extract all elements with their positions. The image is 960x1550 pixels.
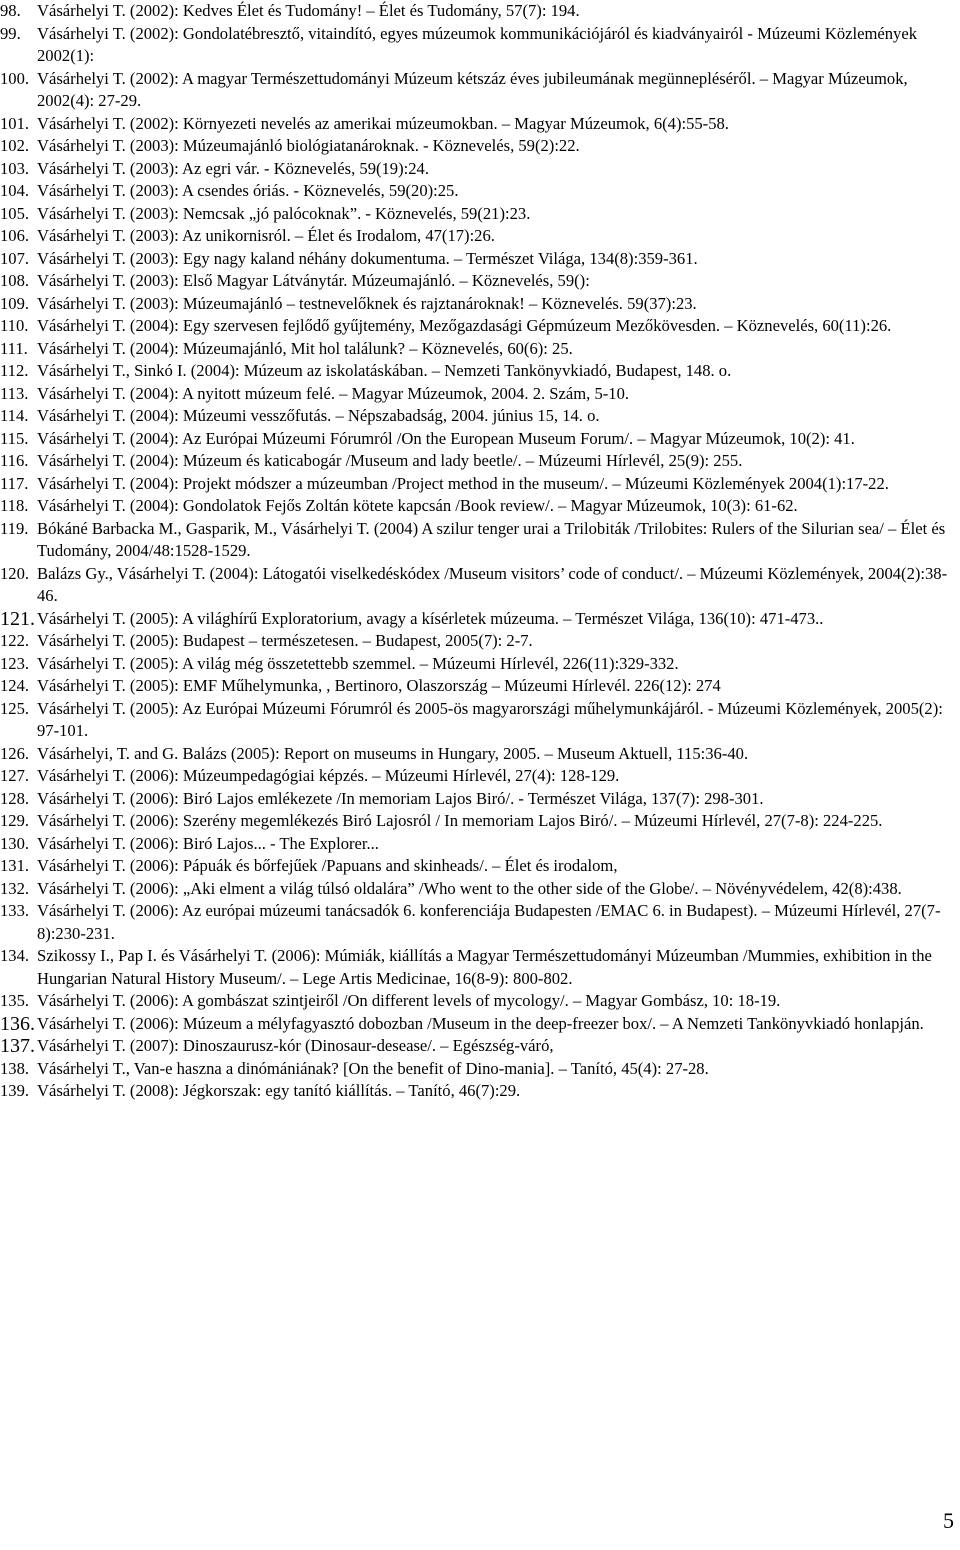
reference-text: Bókáné Barbacka M., Gasparik, M., Vásárhelyi T. (2004) A szilur tenger urai a Trilobiták /Trilobites: Rulers of the Silurian sea/ – Élet és Tudomány, 2004/48:1528-1529. — [37, 518, 946, 560]
reference-text: Vásárhelyi T. (2006): Pápuák és bőrfejűek /Papuans and skinheads/. – Élet és irodalom, — [37, 856, 618, 875]
reference-item — [0, 0, 960, 23]
reference-text: Vásárhelyi T. (2008): Jégkorszak: egy tanító kiállítás. – Tanító, 46(7):29. — [37, 1081, 521, 1100]
reference-text: Vásárhelyi T. (2002): Környezeti nevelés az amerikai múzeumokban. – Magyar Múzeumok, 6(4):55-58. — [37, 113, 729, 133]
reference-item — [0, 1035, 960, 1058]
reference-item — [0, 1080, 960, 1103]
reference-item — [0, 1013, 960, 1036]
reference-number: 133. — [0, 901, 30, 920]
reference-text: Vásárhelyi T. (2004): Gondolatok Fejős Zoltán kötete kapcsán /Book review/. – Magyar Múzeumok, 10(3): 61-62. — [37, 496, 798, 515]
reference-text: Vásárhelyi T. (2003): A csendes óriás. - Köznevelés, 59(20):25. — [37, 181, 459, 200]
reference-number: 109. — [0, 293, 30, 313]
reference-item — [0, 765, 960, 788]
reference-text: Balázs Gy., Vásárhelyi T. (2004): Látogatói viselkedéskódex /Museum visitors’ code of conduct/. – Múzeumi Közlemények, 2004(2):38-46. — [37, 563, 948, 605]
reference-item — [0, 405, 960, 428]
reference-item — [0, 473, 960, 496]
reference-text: Vásárhelyi T., Van-e haszna a dinómániának? [On the benefit of Dino-mania]. – Tanító, 45(4): 27-28. — [37, 1058, 709, 1078]
reference-text: Vásárhelyi T. (2004): A nyitott múzeum felé. – Magyar Múzeumok, 2004. 2. Szám, 5-10. — [37, 383, 630, 403]
reference-item — [0, 360, 960, 383]
reference-number: 123. — [0, 653, 30, 673]
reference-item — [0, 495, 960, 518]
reference-number: 131. — [0, 856, 30, 875]
reference-item — [0, 158, 960, 181]
reference-item — [0, 383, 960, 406]
reference-text: Vásárhelyi T. (2005): Budapest – természetesen. – Budapest, 2005(7): 2-7. — [37, 631, 533, 650]
reference-number: 99. — [0, 23, 21, 43]
reference-text: Vásárhelyi T. (2006): Múzeum a mélyfagyasztó dobozban /Museum in the deep-freezer box/. – A Nemzeti Tankönyvkiadó honlapján. — [37, 1013, 924, 1033]
reference-item — [0, 203, 960, 226]
reference-text: Vásárhelyi T. (2003): Az egri vár. - Köznevelés, 59(19):24. — [37, 158, 429, 178]
reference-item — [0, 180, 960, 203]
reference-number: 108. — [0, 271, 30, 290]
reference-number: 116. — [0, 451, 29, 470]
reference-number: 119. — [0, 518, 29, 538]
reference-number: 136. — [0, 1012, 35, 1035]
reference-number: 105. — [0, 203, 30, 223]
reference-item — [0, 450, 960, 473]
reference-number: 120. — [0, 563, 30, 583]
reference-item — [0, 68, 960, 113]
reference-number: 102. — [0, 136, 30, 155]
reference-item — [0, 675, 960, 698]
reference-item — [0, 653, 960, 676]
reference-number: 126. — [0, 743, 30, 763]
reference-text: Vásárhelyi T. (2004): Projekt módszer a múzeumban /Project method in the museum/. – Múzeumi Közlemények 2004(1):17-22. — [37, 473, 889, 493]
reference-item — [0, 428, 960, 451]
reference-number: 129. — [0, 811, 30, 830]
reference-item — [0, 878, 960, 901]
reference-item — [0, 518, 960, 563]
reference-text: Vásárhelyi T. (2006): Szerény megemlékezés Biró Lajosról / In memoriam Lajos Biró/. – Múzeumi Hírlevél, 27(7-8): 224-225. — [37, 811, 883, 830]
reference-text: Vásárhelyi, T. and G. Balázs (2005): Report on museums in Hungary, 2005. – Museum Aktuell, 115:36-40. — [37, 743, 749, 763]
reference-text: Vásárhelyi T. (2005): Az Európai Múzeumi Fórumról és 2005-ös magyarországi műhelymunkájáról. - Múzeumi Közlemények, 2005(2): 97-101. — [37, 698, 943, 740]
reference-number: 121. — [0, 607, 35, 630]
reference-number: 106. — [0, 226, 30, 245]
reference-number: 134. — [0, 946, 30, 965]
reference-number: 124. — [0, 676, 30, 695]
reference-number: 117. — [0, 473, 29, 493]
reference-number: 137. — [0, 1035, 35, 1057]
reference-number: 103. — [0, 158, 30, 178]
reference-number: 138. — [0, 1058, 30, 1078]
reference-text: Vásárhelyi T. (2006): Biró Lajos... - The Explorer... — [37, 833, 379, 853]
reference-text: Vásárhelyi T. (2003): Első Magyar Látványtár. Múzeumajánló. – Köznevelés, 59(): — [37, 271, 590, 290]
page-number: 5 — [943, 1508, 954, 1533]
reference-number: 125. — [0, 698, 30, 718]
reference-text: Vásárhelyi T. (2002): Gondolatébresztő, vitaindító, egyes múzeumok kommunikációjáról és kiadványairól - Múzeumi Közlemények 2002(1): — [37, 23, 917, 65]
reference-item — [0, 338, 960, 361]
reference-number: 139. — [0, 1081, 30, 1100]
reference-item — [0, 315, 960, 338]
reference-number: 135. — [0, 991, 30, 1010]
reference-text: Vásárhelyi T. (2006): Múzeumpedagógiai képzés. – Múzeumi Hírlevél, 27(4): 128-129. — [37, 766, 620, 785]
reference-text: Vásárhelyi T. (2002): A magyar Természettudományi Múzeum kétszáz éves jubileumának megünnepléséről. – Magyar Múzeumok, 2002(4): 27-29. — [37, 68, 908, 110]
reference-item — [0, 225, 960, 248]
reference-number: 128. — [0, 788, 30, 808]
reference-item — [0, 630, 960, 653]
reference-number: 114. — [0, 406, 29, 425]
reference-item — [0, 833, 960, 856]
reference-text: Vásárhelyi T. (2004): Múzeumi vesszőfutás. – Népszabadság, 2004. június 15, 14. o. — [37, 406, 600, 425]
reference-text: Vásárhelyi T. (2007): Dinoszaurusz-kór (Dinosaur-desease/. – Egészség-váró, — [37, 1036, 554, 1055]
reference-number: 104. — [0, 181, 30, 200]
reference-item — [0, 23, 960, 68]
reference-number: 130. — [0, 833, 30, 853]
reference-item — [0, 113, 960, 136]
reference-item — [0, 945, 960, 990]
reference-number: 115. — [0, 428, 29, 448]
reference-item — [0, 900, 960, 945]
reference-item — [0, 135, 960, 158]
reference-item — [0, 855, 960, 878]
reference-item — [0, 248, 960, 271]
reference-item — [0, 743, 960, 766]
reference-text: Vásárhelyi T. (2006): Az európai múzeumi tanácsadók 6. konferenciája Budapesten /EMAC 6. in Budapest). – Múzeumi Hírlevél, 27(7-8):230-231. — [37, 901, 941, 943]
reference-number: 132. — [0, 878, 30, 898]
reference-number: 113. — [0, 383, 29, 403]
reference-number: 100. — [0, 68, 30, 88]
reference-item — [0, 608, 960, 631]
reference-text: Vásárhelyi T. (2004): Egy szervesen fejlődő gyűjtemény, Mezőgazdasági Gépmúzeum Mezőkövesden. – Köznevelés, 60(11):26. — [37, 316, 892, 335]
reference-number: 122. — [0, 631, 30, 650]
reference-item — [0, 563, 960, 608]
reference-text: Vásárhelyi T. (2002): Kedves Élet és Tudomány! – Élet és Tudomány, 57(7): 194. — [37, 1, 580, 20]
reference-number: 111. — [0, 338, 28, 358]
reference-text: Szikossy I., Pap I. és Vásárhelyi T. (2006): Múmiák, kiállítás a Magyar Természettudományi Múzeumban /Mummies, exhibition in the Hungarian Natural History Museum/. – Lege Artis Medicinae, 16(8-9): 800-802. — [37, 946, 932, 988]
reference-number: 112. — [0, 361, 29, 380]
reference-text: Vásárhelyi T. (2006): Biró Lajos emlékezete /In memoriam Lajos Biró/. - Természet Világa, 137(7): 298-301. — [37, 788, 764, 808]
reference-number: 127. — [0, 766, 30, 785]
reference-text: Vásárhelyi T. (2005): A világ még összetettebb szemmel. – Múzeumi Hírlevél, 226(11):329-332. — [37, 653, 679, 673]
reference-text: Vásárhelyi T. (2004): Múzeum és katicabogár /Museum and lady beetle/. – Múzeumi Hírlevél, 25(9): 255. — [37, 451, 743, 470]
reference-text: Vásárhelyi T. (2005): A világhírű Exploratorium, avagy a kísérletek múzeuma. – Természet Világa, 136(10): 471-473.. — [37, 608, 824, 628]
reference-text: Vásárhelyi T. (2006): „Aki elment a világ túlsó oldalára” /Who went to the other side of the Globe/. – Növényvédelem, 42(8):438. — [37, 878, 902, 898]
reference-text: Vásárhelyi T. (2003): Az unikornisról. – Élet és Irodalom, 47(17):26. — [37, 226, 495, 245]
reference-item — [0, 1058, 960, 1081]
reference-number: 101. — [0, 113, 30, 133]
reference-number: 118. — [0, 496, 29, 515]
reference-text: Vásárhelyi T. (2005): EMF Műhelymunka, , Bertinoro, Olaszország – Múzeumi Hírlevél. 226(12): 274 — [37, 676, 721, 695]
reference-item — [0, 293, 960, 316]
reference-item — [0, 990, 960, 1013]
reference-text: Vásárhelyi T. (2003): Múzeumajánló biológiatanároknak. - Köznevelés, 59(2):22. — [37, 136, 580, 155]
reference-text: Vásárhelyi T. (2004): Az Európai Múzeumi Fórumról /On the European Museum Forum/. – Magyar Múzeumok, 10(2): 41. — [37, 428, 855, 448]
reference-number: 110. — [0, 316, 29, 335]
reference-text: Vásárhelyi T. (2003): Nemcsak „jó palócoknak”. - Köznevelés, 59(21):23. — [37, 203, 531, 223]
reference-text: Vásárhelyi T. (2003): Egy nagy kaland néhány dokumentuma. – Természet Világa, 134(8):359-361. — [37, 248, 698, 268]
reference-text: Vásárhelyi T., Sinkó I. (2004): Múzeum az iskolatáskában. – Nemzeti Tankönyvkiadó, Budapest, 148. o. — [37, 361, 732, 380]
reference-item — [0, 698, 960, 743]
reference-number: 98. — [0, 1, 21, 20]
reference-text: Vásárhelyi T. (2003): Múzeumajánló – testnevelőknek és rajztanároknak! – Köznevelés. 59(37):23. — [37, 293, 697, 313]
reference-text: Vásárhelyi T. (2004): Múzeumajánló, Mit hol találunk? – Köznevelés, 60(6): 25. — [37, 338, 573, 358]
reference-text: Vásárhelyi T. (2006): A gombászat szintjeiről /On different levels of mycology/. – Magyar Gombász, 10: 18-19. — [37, 991, 781, 1010]
reference-item — [0, 270, 960, 293]
reference-item — [0, 788, 960, 811]
reference-item — [0, 810, 960, 833]
reference-number: 107. — [0, 248, 30, 268]
